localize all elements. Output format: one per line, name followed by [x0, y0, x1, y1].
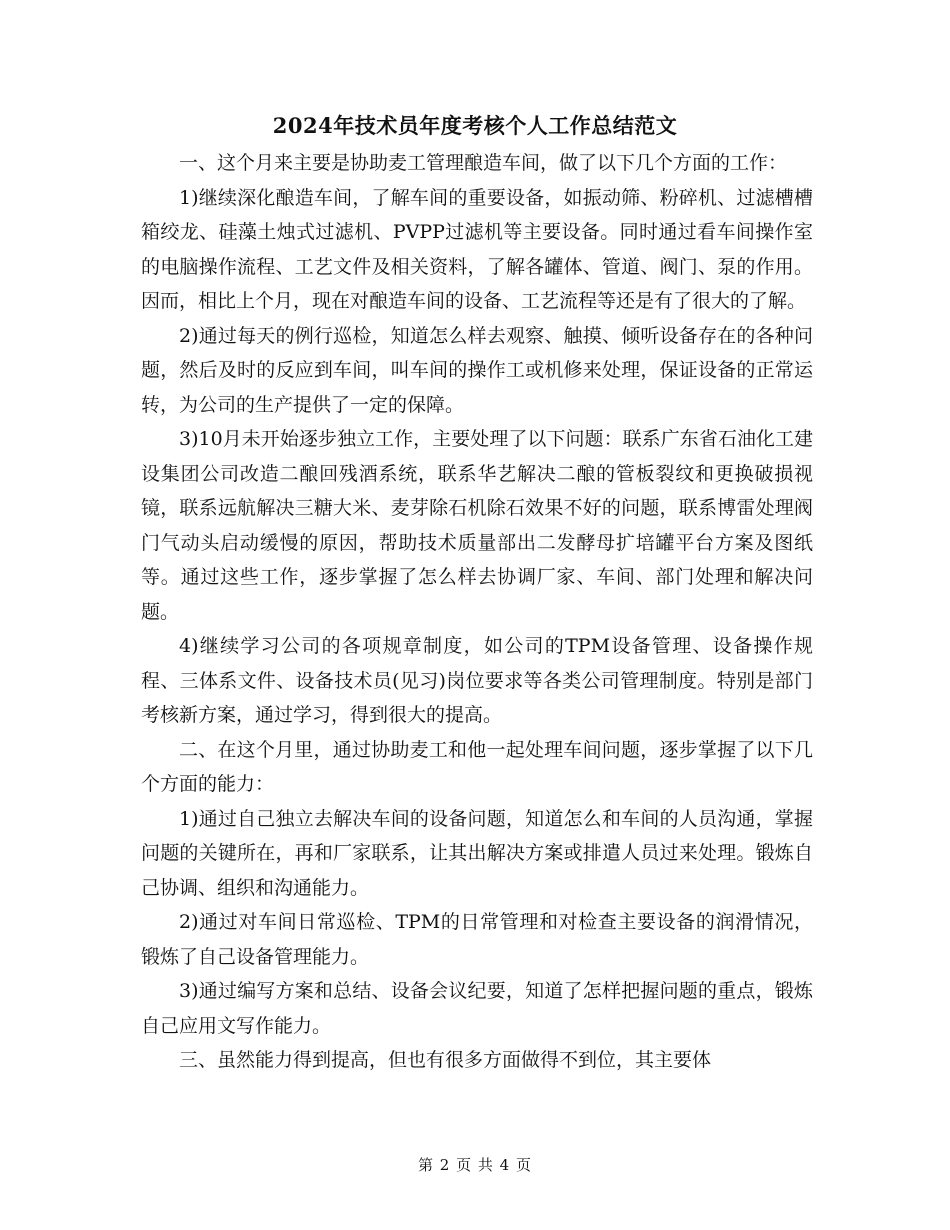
paragraph: 二、在这个月里，通过协助麦工和他一起处理车间问题，逐步掌握了以下几个方面的能力： — [141, 738, 813, 795]
document-body — [141, 146, 813, 1078]
paragraph: 3)10月未开始逐步独立工作，主要处理了以下问题：联系广东省石油化工建设集团公司改造二酿回残酒系统，联系华艺解决二酿的管板裂纹和更换破损视镜，联系远航解决三糖大米、麦芽除石机除石效果不好的问题，联系博雷处理阀门气动头启动缓慢的原因，帮助技术质量部出二发酵母扩培罐平台方案及图纸等。通过这些工作，逐步掌握了怎么样去协调厂家、车间、部门处理和解决问题。 — [141, 428, 813, 623]
paragraph: 一、这个月来主要是协助麦工管理酿造车间，做了以下几个方面的工作： — [179, 152, 788, 174]
paragraph: 1)继续深化酿造车间，了解车间的重要设备，如振动筛、粉碎机、过滤槽槽箱绞龙、硅藻土烛式过滤机、PVPP过滤机等主要设备。同时通过看车间操作室的电脑操作流程、工艺文件及相关资料，了解各罐体、管道、阀门、泵的作用。因而，相比上个月，现在对酿造车间的设备、工艺流程等还是有了很大的了解。 — [141, 186, 813, 312]
paragraph: 1)通过自己独立去解决车间的设备问题，知道怎么和车间的人员沟通，掌握问题的关键所在，再和厂家联系，让其出解决方案或排遣人员过来处理。锻炼自己协调、组织和沟通能力。 — [141, 807, 813, 899]
page-number: 第 2 页 共 4 页 — [418, 1156, 532, 1174]
paragraph: 2)通过对车间日常巡检、TPM的日常管理和对检查主要设备的润滑情况，锻炼了自己设备管理能力。 — [141, 911, 813, 968]
paragraph: 三、虽然能力得到提高，但也有很多方面做得不到位，其主要体 — [179, 1049, 712, 1071]
paragraph: 2)通过每天的例行巡检，知道怎么样去观察、触摸、倾听设备存在的各种问题，然后及时的反应到车间，叫车间的操作工或机修来处理，保证设备的正常运转，为公司的生产提供了一定的保障。 — [141, 324, 813, 416]
paragraph: 3)通过编写方案和总结、设备会议纪要，知道了怎样把握问题的重点，锻炼自己应用文写作能力。 — [141, 980, 813, 1037]
document-title: 2024年技术员年度考核个人工作总结范文 — [272, 113, 678, 138]
paragraph: 4)继续学习公司的各项规章制度，如公司的TPM设备管理、设备操作规程、三体系文件、设备技术员(见习)岗位要求等各类公司管理制度。特别是部门考核新方案，通过学习，得到很大的提高。 — [141, 635, 813, 726]
page-footer — [0, 1150, 950, 1180]
